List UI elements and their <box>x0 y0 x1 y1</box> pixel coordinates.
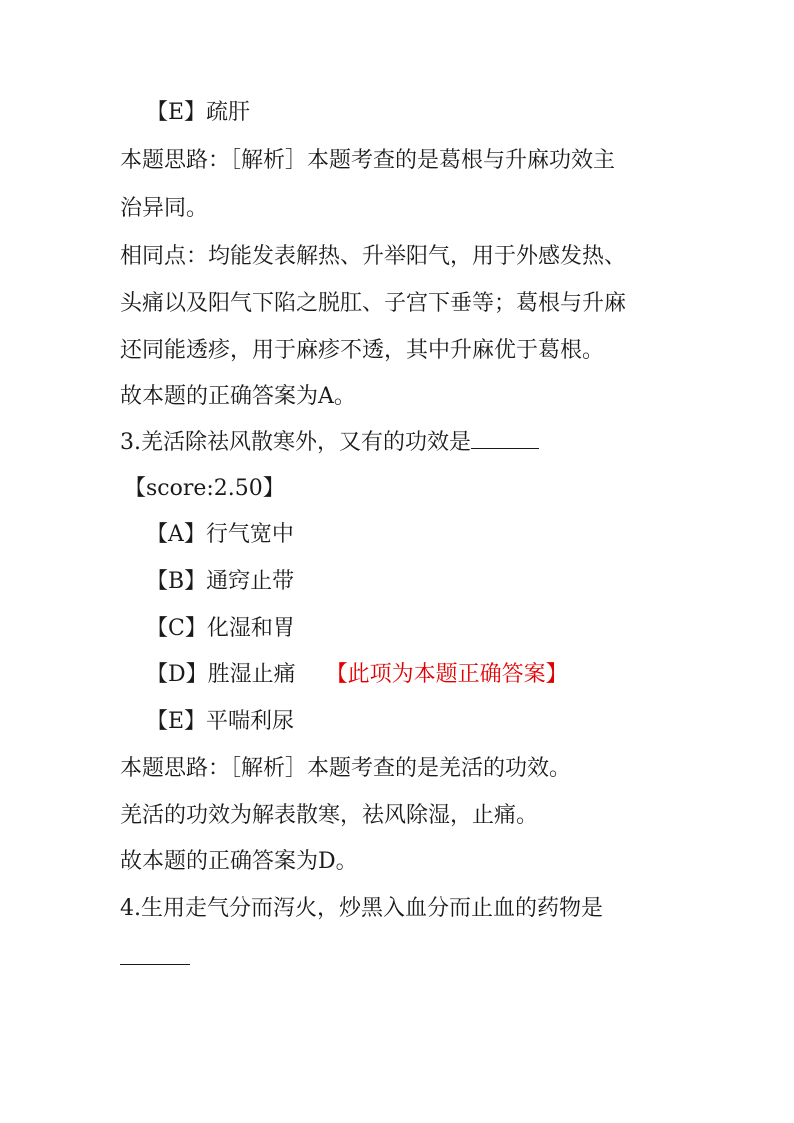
q4-answer-blank <box>120 950 190 965</box>
q3-option-d-line <box>146 660 568 690</box>
q2-conclusion: 故本题的正确答案为A。 <box>120 384 356 409</box>
q3-option-b: 【B】通窍止带 <box>146 569 295 594</box>
q3-stem: 3.羌活除祛风散寒外，又有的功效是 <box>120 430 471 455</box>
q2-analysis-line-1: 本题思路：［解析］本题考查的是葛根与升麻功效主 <box>120 148 616 173</box>
q2-analysis-line-3: 相同点：均能发表解热、升举阳气，用于外感发热、 <box>120 244 627 269</box>
q2-analysis-line-4: 头痛以及阳气下陷之脱肛、子宫下垂等；葛根与升麻 <box>120 291 627 316</box>
q3-analysis-line-1: 本题思路：［解析］本题考查的是羌活的功效。 <box>120 756 572 781</box>
q3-option-e: 【E】平喘利尿 <box>146 709 295 734</box>
q4-stem: 4.生用走气分而泻火，炒黑入血分而止血的药物是 <box>120 896 603 921</box>
q3-analysis-line-2: 羌活的功效为解表散寒，祛风除湿，止痛。 <box>120 803 539 828</box>
q3-option-d: 【D】胜湿止痛 <box>146 662 296 687</box>
q2-option-e: 【E】疏肝 <box>146 100 251 125</box>
q3-conclusion: 故本题的正确答案为D。 <box>120 849 358 874</box>
correct-answer-tag: 【此项为本题正确答案】 <box>325 662 568 687</box>
answer-blank <box>471 428 539 449</box>
q3-option-c: 【C】化湿和胃 <box>146 616 295 641</box>
q2-analysis-line-5: 还同能透疹，用于麻疹不透，其中升麻优于葛根。 <box>120 338 605 363</box>
q3-score: 【score:2.50】 <box>124 476 285 501</box>
q3-stem-line <box>120 428 539 458</box>
q2-analysis-line-2: 治异同。 <box>120 196 209 221</box>
q3-option-a: 【A】行气宽中 <box>146 522 294 547</box>
